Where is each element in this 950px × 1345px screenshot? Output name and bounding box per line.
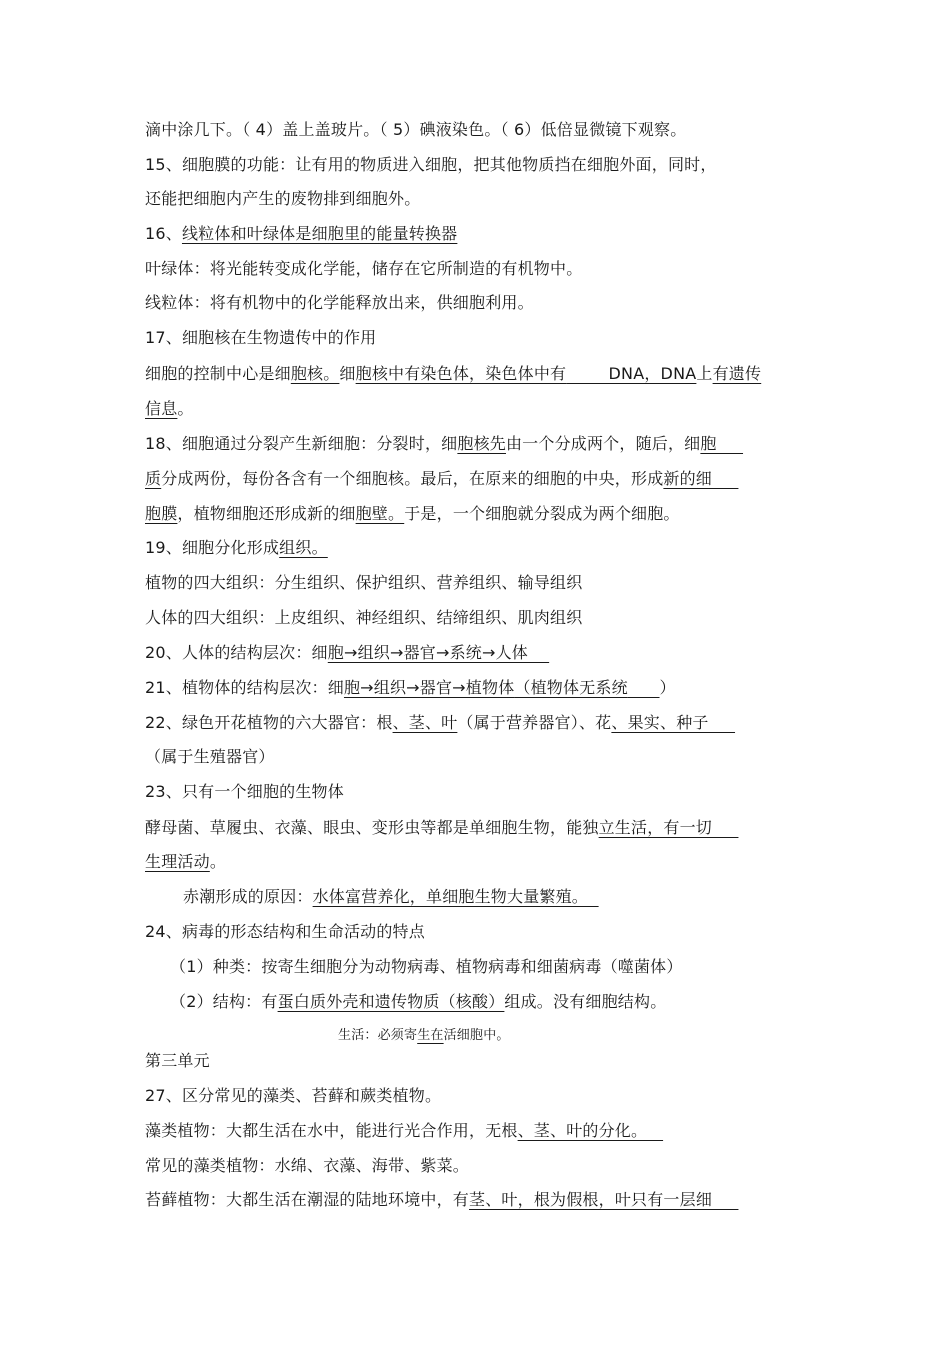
text-line: [170, 957, 683, 977]
underlined-text: 胞膜: [145, 504, 178, 523]
text-line: [145, 224, 457, 244]
text-line: [145, 120, 686, 140]
text-line: [145, 155, 717, 175]
text-line: [145, 293, 534, 313]
text-segment: 15、细胞膜的功能：让有用的物质进入细胞，把其他物质挡在细胞外面，同时，: [145, 155, 717, 174]
text-segment: （1）种类：按寄生细胞分为动物病毒、植物病毒和细菌病毒（噬菌体）: [170, 957, 683, 976]
text-segment: 赤潮形成的原因：: [183, 887, 313, 906]
text-segment: 细: [339, 364, 356, 383]
underlined-text: 胞核先: [457, 434, 506, 453]
text-segment: 滴中涂几下。（ 4）盖上盖玻片。（ 5）碘液染色。（ 6）低倍显微镜下观察。: [145, 120, 687, 139]
text-line: [145, 189, 420, 209]
text-line: [183, 887, 599, 907]
underlined-text: 线粒体和叶绿体是细胞里的能量转换器: [181, 224, 458, 243]
underlined-text: 胞核中有染色体，染色体中有: [355, 364, 567, 383]
underlined-text: 胞: [700, 434, 744, 453]
text-segment: 18、细胞通过分裂产生新细胞：分裂时，细: [145, 434, 458, 453]
underlined-text: 信息: [145, 399, 178, 418]
text-line: [145, 1156, 469, 1176]
underlined-text: （植物体无系统: [514, 678, 628, 697]
text-segment: 生活：必须寄: [338, 1028, 418, 1043]
underlined-text: 蛋白质外壳和遗传物质（核酸）: [277, 992, 505, 1011]
text-line: [170, 992, 666, 1012]
text-segment: 20、人体的结构层次：细: [145, 643, 328, 662]
underlined-text: 胞→组织→器官→系统→人体: [327, 643, 550, 662]
text-line: [145, 1086, 441, 1106]
underlined-text: 生在: [417, 1028, 444, 1043]
underlined-text: 生理活动: [145, 852, 210, 871]
text-line: [145, 399, 194, 419]
underlined-text: 组织。: [279, 538, 328, 557]
text-segment: 23、只有一个细胞的生物体: [145, 782, 344, 801]
text-line: [145, 1051, 210, 1071]
text-segment: 线粒体：将有机物中的化学能释放出来，供细胞利用。: [145, 293, 534, 312]
text-segment: 17、细胞核在生物遗传中的作用: [145, 328, 377, 347]
text-line: [145, 434, 743, 454]
text-line: [145, 1190, 738, 1210]
text-line: [145, 852, 226, 872]
underlined-text: 新的细: [663, 469, 739, 488]
text-segment: 叶绿体：将光能转变成化学能，储存在它所制造的有机物中。: [145, 259, 583, 278]
text-line: [145, 818, 738, 838]
text-segment: 苔藓植物：大都生活在潮湿的陆地环境中，有: [145, 1190, 470, 1209]
text-line: [145, 678, 676, 698]
underlined-text: DNA，DNA: [566, 364, 697, 383]
text-segment: （属于生殖器官）: [145, 747, 275, 766]
underlined-text: 水体富营养化，单细胞生物大量繁殖。: [312, 887, 599, 906]
underlined-text: 、茎、叶的分化。: [517, 1121, 664, 1140]
text-line: [145, 259, 582, 279]
text-segment: 常见的藻类植物：水绵、衣藻、海带、紫菜。: [145, 1156, 470, 1175]
text-segment: 27、区分常见的藻类、苔藓和蕨类植物。: [145, 1086, 442, 1105]
text-segment: 。: [209, 852, 227, 871]
text-line: [145, 922, 425, 942]
text-line: [145, 504, 680, 524]
text-line: [145, 538, 328, 558]
text-line: [145, 328, 376, 348]
underlined-text: 有遗传: [712, 364, 762, 383]
text-segment: （属于营养器官）、花: [457, 713, 612, 732]
text-segment: 24、病毒的形态结构和生命活动的特点: [145, 922, 425, 941]
text-segment: 21、植物体的结构层次：细: [145, 678, 344, 697]
text-line: [145, 747, 275, 767]
text-segment: 组成。没有细胞结构。: [504, 992, 667, 1011]
text-segment: 。: [177, 399, 194, 418]
text-segment: 由一个分成两个，随后，细: [505, 434, 701, 453]
text-segment: 第三单元: [145, 1051, 210, 1070]
text-line: [145, 364, 761, 384]
text-segment: 22、绿色开花植物的六大器官：根: [145, 713, 393, 732]
underlined-text: 茎、叶，根为假根，叶只有一层细: [469, 1190, 739, 1209]
text-segment: ）: [659, 678, 676, 697]
underlined-text: 胞核。: [290, 364, 340, 383]
text-segment: （2）结构：有: [170, 992, 278, 1011]
underlined-text: 、茎、叶: [392, 713, 458, 732]
text-line: [145, 469, 738, 489]
text-line: [145, 573, 582, 593]
text-line: [145, 643, 549, 663]
text-segment: 植物的四大组织：分生组织、保护组织、营养组织、输导组织: [145, 573, 583, 592]
underlined-text: [628, 678, 660, 697]
text-line: [145, 782, 344, 802]
text-segment: 于是，一个细胞就分裂成为两个细胞。: [404, 504, 680, 523]
underlined-text: 质: [145, 469, 162, 488]
text-line: [145, 1121, 663, 1141]
text-line: [145, 713, 735, 733]
text-segment: 分成两份，每份各含有一个细胞核。最后，在原来的细胞的中央，形成: [161, 469, 664, 488]
underlined-text: 胞→组织→器官→植物体: [343, 678, 515, 697]
text-segment: 19、细胞分化形成: [145, 538, 280, 557]
text-line: [338, 1026, 510, 1046]
underlined-text: 胞壁。: [355, 504, 405, 523]
underlined-text: 立生活，有一切: [598, 818, 739, 837]
text-segment: 人体的四大组织：上皮组织、神经组织、结缔组织、肌肉组织: [145, 608, 583, 627]
text-segment: ，植物细胞还形成新的细: [177, 504, 356, 523]
text-segment: 藻类植物：大都生活在水中，能进行光合作用，无根: [145, 1121, 518, 1140]
text-segment: 16、: [145, 224, 182, 243]
text-segment: 活细胞中。: [443, 1028, 510, 1043]
text-segment: 上: [696, 364, 713, 383]
text-line: [145, 608, 582, 628]
text-segment: 还能把细胞内产生的废物排到细胞外。: [145, 189, 421, 208]
text-segment: 酵母菌、草履虫、衣藻、眼虫、变形虫等都是单细胞生物，能独: [145, 818, 599, 837]
text-segment: 细胞的控制中心是细: [145, 364, 291, 383]
underlined-text: 、果实、种子: [611, 713, 736, 732]
